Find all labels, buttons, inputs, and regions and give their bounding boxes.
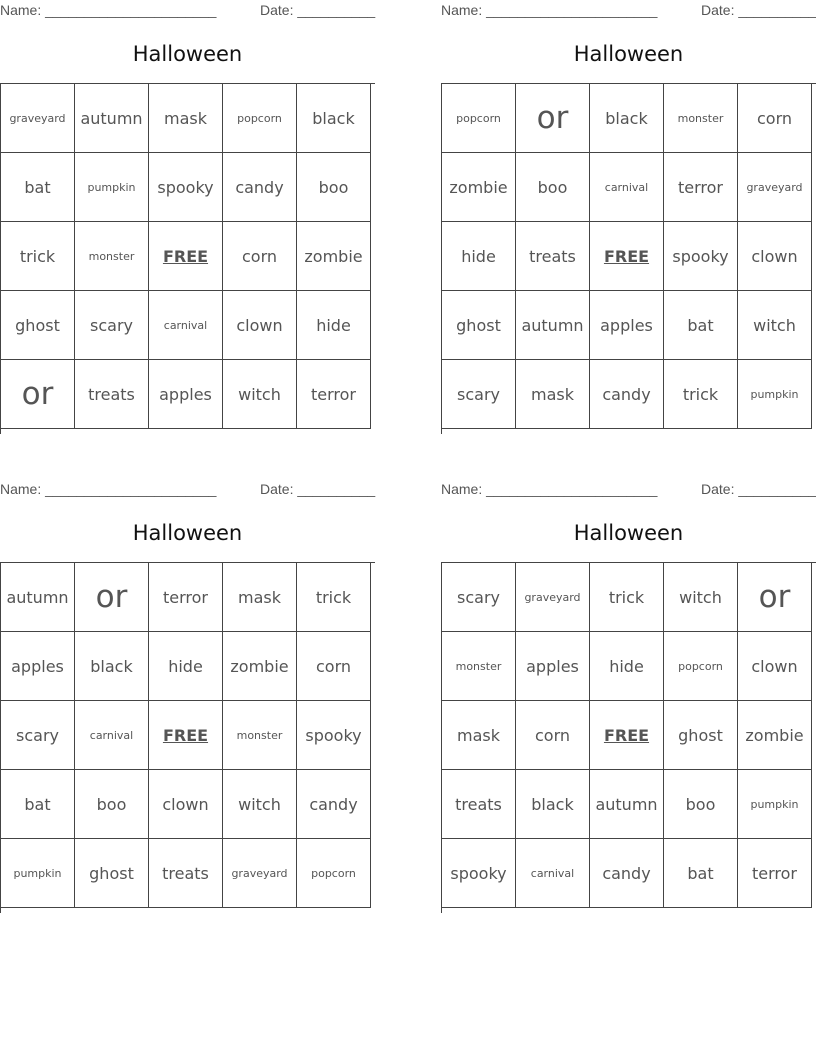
bingo-cell: autumn (75, 84, 149, 153)
free-space-cell: FREE (590, 222, 664, 291)
bingo-cell: graveyard (223, 839, 297, 908)
bingo-cell: hide (442, 222, 516, 291)
bingo-cell: corn (516, 701, 590, 770)
bingo-cell: witch (223, 770, 297, 839)
bingo-cell: treats (442, 770, 516, 839)
bingo-cell: spooky (297, 701, 371, 770)
bingo-cell: witch (664, 563, 738, 632)
name-field-label: Name: ______________________ (441, 481, 658, 497)
name-field-label: Name: ______________________ (441, 2, 658, 18)
bingo-cell: candy (297, 770, 371, 839)
bingo-cell: scary (442, 360, 516, 429)
bingo-cell: popcorn (442, 84, 516, 153)
bingo-cell: pumpkin (1, 839, 75, 908)
bingo-cell: bat (664, 291, 738, 360)
bingo-cell: or (738, 563, 812, 632)
card-title: Halloween (132, 42, 243, 66)
bingo-cell: black (590, 84, 664, 153)
name-field-label: Name: ______________________ (0, 481, 217, 497)
bingo-cell: hide (590, 632, 664, 701)
bingo-cell: boo (664, 770, 738, 839)
bingo-cell: candy (590, 360, 664, 429)
bingo-cell: trick (1, 222, 75, 291)
bingo-cell: carnival (149, 291, 223, 360)
bingo-cell: mask (442, 701, 516, 770)
bingo-cell: terror (738, 839, 812, 908)
bingo-cell: witch (223, 360, 297, 429)
free-space-cell: FREE (149, 222, 223, 291)
bingo-cell: or (1, 360, 75, 429)
bingo-cell: trick (297, 563, 371, 632)
bingo-cell: monster (75, 222, 149, 291)
bingo-cell: monster (223, 701, 297, 770)
bingo-cell: carnival (75, 701, 149, 770)
bingo-cell: candy (590, 839, 664, 908)
bingo-cell: clown (223, 291, 297, 360)
bingo-cell: pumpkin (738, 360, 812, 429)
bingo-cell: clown (738, 632, 812, 701)
bingo-cell: graveyard (1, 84, 75, 153)
bingo-cell: zombie (223, 632, 297, 701)
date-field-label: Date: __________ (701, 2, 816, 18)
bingo-cell: spooky (442, 839, 516, 908)
bingo-grid (0, 562, 375, 913)
bingo-grid (0, 83, 375, 434)
card-header (0, 2, 375, 20)
bingo-cell: bat (1, 770, 75, 839)
bingo-cell: autumn (516, 291, 590, 360)
free-space-cell: FREE (149, 701, 223, 770)
bingo-cell: autumn (590, 770, 664, 839)
card-title: Halloween (132, 521, 243, 545)
name-field-label: Name: ______________________ (0, 2, 217, 18)
bingo-cell: clown (738, 222, 812, 291)
bingo-cell: carnival (590, 153, 664, 222)
bingo-cell: boo (297, 153, 371, 222)
date-field-label: Date: __________ (260, 481, 376, 497)
bingo-cell: terror (149, 563, 223, 632)
bingo-cell: trick (664, 360, 738, 429)
bingo-cell: treats (149, 839, 223, 908)
bingo-cell: popcorn (664, 632, 738, 701)
bingo-cell: zombie (297, 222, 371, 291)
bingo-cell: corn (223, 222, 297, 291)
card-title: Halloween (573, 42, 684, 66)
bingo-cell: carnival (516, 839, 590, 908)
bingo-cell: ghost (75, 839, 149, 908)
bingo-cell: scary (75, 291, 149, 360)
bingo-cell: or (75, 563, 149, 632)
card-header (0, 481, 375, 499)
bingo-cell: autumn (1, 563, 75, 632)
bingo-cell: or (516, 84, 590, 153)
bingo-cell: spooky (664, 222, 738, 291)
bingo-cell: boo (516, 153, 590, 222)
bingo-cell: mask (223, 563, 297, 632)
card-header (441, 2, 816, 20)
bingo-cell: treats (75, 360, 149, 429)
bingo-cell: boo (75, 770, 149, 839)
bingo-cell: zombie (738, 701, 812, 770)
bingo-cell: witch (738, 291, 812, 360)
bingo-cell: popcorn (223, 84, 297, 153)
bingo-cell: ghost (1, 291, 75, 360)
bingo-cell: apples (149, 360, 223, 429)
bingo-cell: candy (223, 153, 297, 222)
bingo-cell: mask (516, 360, 590, 429)
free-space-cell: FREE (590, 701, 664, 770)
bingo-cell: monster (442, 632, 516, 701)
bingo-cell: terror (664, 153, 738, 222)
bingo-cell: terror (297, 360, 371, 429)
bingo-cell: pumpkin (738, 770, 812, 839)
bingo-cell: graveyard (738, 153, 812, 222)
date-field-label: Date: __________ (260, 2, 376, 18)
bingo-cell: trick (590, 563, 664, 632)
bingo-cell: bat (1, 153, 75, 222)
bingo-cell: mask (149, 84, 223, 153)
bingo-cell: popcorn (297, 839, 371, 908)
bingo-cell: scary (442, 563, 516, 632)
bingo-cell: graveyard (516, 563, 590, 632)
date-field-label: Date: __________ (701, 481, 816, 497)
bingo-cell: apples (516, 632, 590, 701)
bingo-cell: ghost (442, 291, 516, 360)
bingo-cell: apples (1, 632, 75, 701)
bingo-cell: black (297, 84, 371, 153)
bingo-cell: scary (1, 701, 75, 770)
bingo-cell: ghost (664, 701, 738, 770)
bingo-cell: black (75, 632, 149, 701)
bingo-cell: corn (738, 84, 812, 153)
bingo-grid (441, 83, 816, 434)
bingo-grid (441, 562, 816, 913)
bingo-cell: treats (516, 222, 590, 291)
bingo-cell: spooky (149, 153, 223, 222)
bingo-cell: monster (664, 84, 738, 153)
bingo-cell: clown (149, 770, 223, 839)
bingo-cell: hide (149, 632, 223, 701)
bingo-cell: zombie (442, 153, 516, 222)
bingo-cell: pumpkin (75, 153, 149, 222)
bingo-cell: black (516, 770, 590, 839)
bingo-cell: apples (590, 291, 664, 360)
card-title: Halloween (573, 521, 684, 545)
bingo-cell: corn (297, 632, 371, 701)
bingo-cell: hide (297, 291, 371, 360)
bingo-cell: bat (664, 839, 738, 908)
card-header (441, 481, 816, 499)
